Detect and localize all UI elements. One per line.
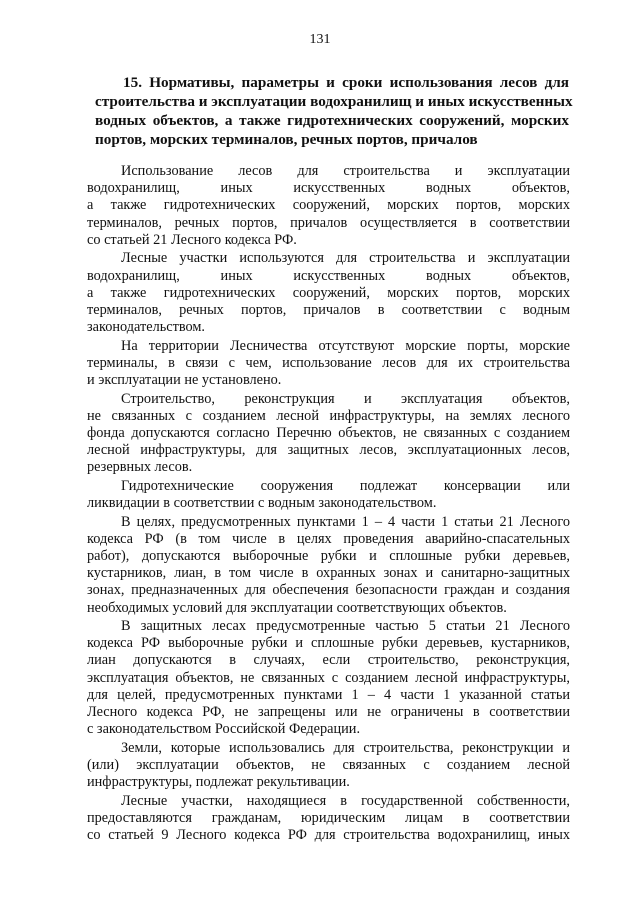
paragraph-line: На территории Лесничества отсутствуют морские порты, морские	[121, 337, 570, 354]
paragraph-line: Лесные участки используются для строительства и эксплуатации	[121, 250, 570, 267]
paragraph-line: предоставляются гражданам, юридическим лицам в соответствии	[87, 809, 570, 826]
paragraph-line: законодательством.	[87, 319, 205, 336]
paragraph-line: фонда допускаются согласно Перечню объектов, не связанных с созданием	[87, 424, 570, 441]
paragraph-line: Строительство, реконструкция и эксплуатация объектов,	[121, 390, 570, 407]
paragraph-hydraulic-structures	[87, 478, 570, 512]
paragraph-line: со статьей 21 Лесного кодекса РФ.	[87, 231, 297, 248]
paragraph-line: Гидротехнические сооружения подлежат консервации или	[121, 477, 570, 494]
paragraph-line: Земли, которые использовались для строительства, реконструкции и	[121, 739, 570, 756]
heading-line: портов, морских терминалов, речных портов, причалов	[95, 131, 478, 148]
paragraph-line: а также гидротехнических сооружений, морских портов, морских	[87, 284, 570, 301]
paragraph-line: резервных лесов.	[87, 459, 193, 476]
paragraph-line: Использование лесов для строительства и эксплуатации	[121, 163, 570, 179]
paragraph-line: необходимых условий для эксплуатации соответствующих объектов.	[87, 599, 507, 616]
section-heading	[95, 73, 573, 149]
paragraph-cutting-purposes	[87, 514, 570, 617]
body-text	[87, 163, 570, 846]
heading-line: строительства и эксплуатации водохранилищ и иных искусственных	[95, 93, 573, 110]
paragraph-line: В целях, предусмотренных пунктами 1 – 4 части 1 статьи 21 Лесного	[121, 513, 570, 530]
paragraph-line: терминалов, речных портов, причалов в соответствии с водным	[87, 301, 570, 318]
paragraph-line: для целей, предусмотренных пунктами 1 – 4 части 1 указанной статьи	[87, 686, 570, 703]
paragraph-line: В защитных лесах предусмотренные частью 5 статьи 21 Лесного	[121, 618, 570, 635]
paragraph-line: терминалы, в связи с чем, использование лесов для их строительства	[87, 354, 570, 371]
paragraph-state-forest-plots	[87, 793, 570, 845]
paragraph-line: работ), допускаются выборочные рубки и сплошные рубки деревьев,	[87, 547, 570, 564]
paragraph-forest-use	[87, 163, 570, 249]
paragraph-line: не связанных с созданием лесной инфраструктуры, на землях лесного	[87, 407, 570, 424]
paragraph-line: эксплуатация объектов, не связанных с созданием лесной инфраструктуры,	[87, 669, 570, 686]
paragraph-line: терминалов, речных портов, причалов осуществляется в соответствии	[87, 214, 570, 231]
paragraph-line: водохранилищ, иных искусственных водных объектов,	[87, 180, 570, 197]
paragraph-line: Лесные участки, находящиеся в государственной собственности,	[121, 792, 570, 809]
paragraph-forest-plots-use	[87, 250, 570, 336]
paragraph-line: кустарников, лиан, в том числе в охранных зонах и санитарно-защитных	[87, 565, 570, 582]
paragraph-line: со статьей 9 Лесного кодекса РФ для строительства водохранилищ, иных	[87, 827, 570, 844]
paragraph-line: кодекса РФ выборочные рубки и сплошные рубки деревьев, кустарников,	[87, 635, 570, 652]
paragraph-line: водохранилищ, иных искусственных водных объектов,	[87, 267, 570, 284]
heading-line: 15. Нормативы, параметры и сроки использования лесов для	[123, 74, 569, 91]
paragraph-line: Лесного кодекса РФ, не запрещены или не ограничены в соответствии	[87, 704, 570, 721]
paragraph-line: инфраструктуры, подлежат рекультивации.	[87, 774, 350, 791]
heading-line: водных объектов, а также гидротехнических сооружений, морских	[95, 112, 569, 129]
paragraph-protective-forests	[87, 618, 570, 738]
paragraph-construction	[87, 391, 570, 477]
paragraph-line: (или) эксплуатации объектов, не связанных с созданием лесной	[87, 756, 570, 773]
paragraph-line: а также гидротехнических сооружений, морских портов, морских	[87, 197, 570, 214]
paragraph-line: лесной инфраструктуры, для защитных лесов, эксплуатационных лесов,	[87, 442, 570, 459]
page-number: 131	[309, 32, 331, 47]
paragraph-line: кодекса РФ (в том числе в целях проведения аварийно-спасательных	[87, 530, 570, 547]
paragraph-recultivation	[87, 740, 570, 792]
paragraph-line: и эксплуатации не установлено.	[87, 372, 282, 389]
paragraph-sea-ports	[87, 338, 570, 390]
paragraph-line: ликвидации в соответствии с водным законодательством.	[87, 495, 437, 512]
paragraph-line: с законодательством Российской Федерации.	[87, 721, 361, 738]
paragraph-line: зонах, предназначенных для обеспечения безопасности граждан и создания	[87, 582, 570, 599]
paragraph-line: лиан допускаются в случаях, если строительство, реконструкция,	[87, 652, 570, 669]
